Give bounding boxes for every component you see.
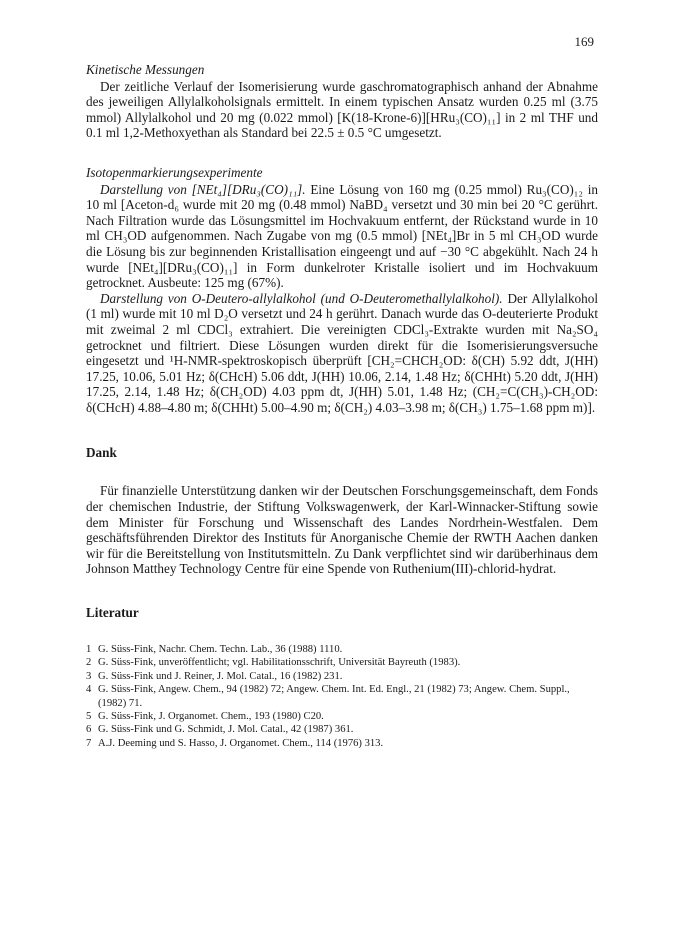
reference-item: 6 G. Süss-Fink und G. Schmidt, J. Mol. Catal., 42 (1987) 361.: [86, 724, 354, 736]
page-body: [86, 62, 598, 750]
paragraph-isotope-2: [86, 291, 598, 416]
reference-item: 7 A.J. Deeming und S. Hasso, J. Organomet. Chem., 114 (1976) 313.: [86, 737, 384, 749]
page-number: 169: [574, 34, 594, 49]
reference-item: 5 G. Süss-Fink, J. Organomet. Chem., 193 (1980) C20.: [86, 711, 324, 723]
paragraph-lead-1: Darstellung von [NEt₄][DRu₃(CO)₁₁].: [100, 181, 306, 197]
reference-item: 1 G. Süss-Fink, Nachr. Chem. Techn. Lab., 36 (1988) 1110.: [86, 644, 343, 656]
reference-list: [86, 643, 598, 750]
paragraph-isotope-1: [86, 182, 598, 291]
section-title-literature: Literatur: [86, 605, 139, 621]
section-title-thanks: Dank: [86, 445, 117, 461]
paragraph-kinetics: Der zeitliche Verlauf der Isomerisierung wurde gaschromatographisch anhand der Abnahme des jeweiligen Allylalkoholsignals ermittelt. In einem typischen Ansatz wurden 0.25 ml (3.75 mmol) Allylalkohol und 20 mg (0.022 mmol) [K(18-Krone-6)][HRu₃(CO)₁₁] in 2 ml THF und 0.1 ml 1,2-Methoxyethan als Standard bei 22.5 ± 0.5 °C umgesetzt.: [86, 78, 598, 141]
reference-item: 2 G. Süss-Fink, unveröffentlicht; vgl. Habilitationsschrift, Universität Bayreuth (1983).: [86, 657, 461, 669]
section-thanks: [86, 445, 598, 577]
section-isotope: [86, 165, 598, 416]
section-literature: [86, 605, 598, 750]
reference-item: 4 G. Süss-Fink, Angew. Chem., 94 (1982) 72; Angew. Chem. Int. Ed. Engl., 21 (1982) 73; Angew. Chem. Suppl., (1982) 71.: [86, 684, 570, 709]
section-kinetics: [86, 62, 598, 141]
paragraph-text-2: Der Allylalkohol (1 ml) wurde mit 10 ml D₂O versetzt und 24 h gerührt. Danach wurde das O-deuterierte Produkt mit zweimal 2 ml CDCl₃ extrahiert. Die vereinigten CDCl₃-Extrakte wurden mit Na₂SO₄ getrocknet und filtriert. Diese Lösungen wurden direkt für die Isomerisierungsversuche eingesetzt und ¹H-NMR-spektroskopisch überprüft [CH₂=CHCH₂OD: δ(CH) 5.92 ddt, J(HH) 17.25, 10.06, 5.01 Hz; δ(CHcH) 5.06 ddt, J(HH) 10.06, 2.14, 1.48 Hz; δ(CHHt) 5.20 ddt, J(HH) 17.25, 2.14, 1.48 Hz; δ(CH₂OD) 4.03 ppm dt, J(HH) 5.01, 1.48 Hz; (CH₂=C(CH₃)-CH₂OD: δ(CHcH) 4.88–4.80 m; δ(CHHt) 5.00–4.90 m; δ(CH₂) 4.03–3.98 m; δ(CH₃) 1.75–1.68 ppm m)].: [86, 290, 598, 415]
paragraph-thanks: Für finanzielle Unterstützung danken wir der Deutschen Forschungsgemeinschaft, dem Fonds der chemischen Industrie, der Stiftung Volkswagenwerk, der Karl-Winnacker-Stiftung sowie dem Minister für Forschung und Wissenschaft des Landes Nordrhein-Westfalen. Dem geschäftsführenden Direktor des Instituts für Anorganische Chemie der RWTH Aachen danken wir für die Bereitstellung von Institutsmitteln. Zu Dank verpflichtet sind wir darüberhinaus dem Johnson Matthey Technology Centre für eine Spende von Ruthenium(III)-chlorid-hydrat.: [86, 483, 598, 577]
section-title-isotope: Isotopenmarkierungsexperimente: [86, 164, 263, 180]
paragraph-text-1: Eine Lösung von 160 mg (0.25 mmol) Ru₃(CO)₁₂ in 10 ml [Aceton-d₆ wurde mit 20 mg (0.48 mmol) NaBD₄ versetzt und 30 min bei 20 °C gerührt. Nach Filtration wurde das Lösungsmittel im Hochvakuum entfernt, der Rückstand wurde in 10 ml CH₃OD aufgenommen. Nach Zugabe von mg (0.5 mmol) [NEt₄]Br in 5 ml CH₃OD wurde die Lösung bis zur beginnenden Kristallisation eingeengt und auf −30 °C abgekühlt. Nach 24 h wurde [NEt₄][DRu₃(CO)₁₁] in Form dunkelroter Kristalle isoliert und im Hochvakuum getrocknet. Ausbeute: 125 mg (67%).: [86, 181, 598, 291]
paragraph-lead-2: Darstellung von O-Deutero-allylalkohol (und O-Deuteromethallylalkohol).: [100, 290, 503, 306]
reference-item: 3 G. Süss-Fink und J. Reiner, J. Mol. Catal., 16 (1982) 231.: [86, 670, 343, 682]
section-title-kinetics: Kinetische Messungen: [86, 62, 205, 77]
